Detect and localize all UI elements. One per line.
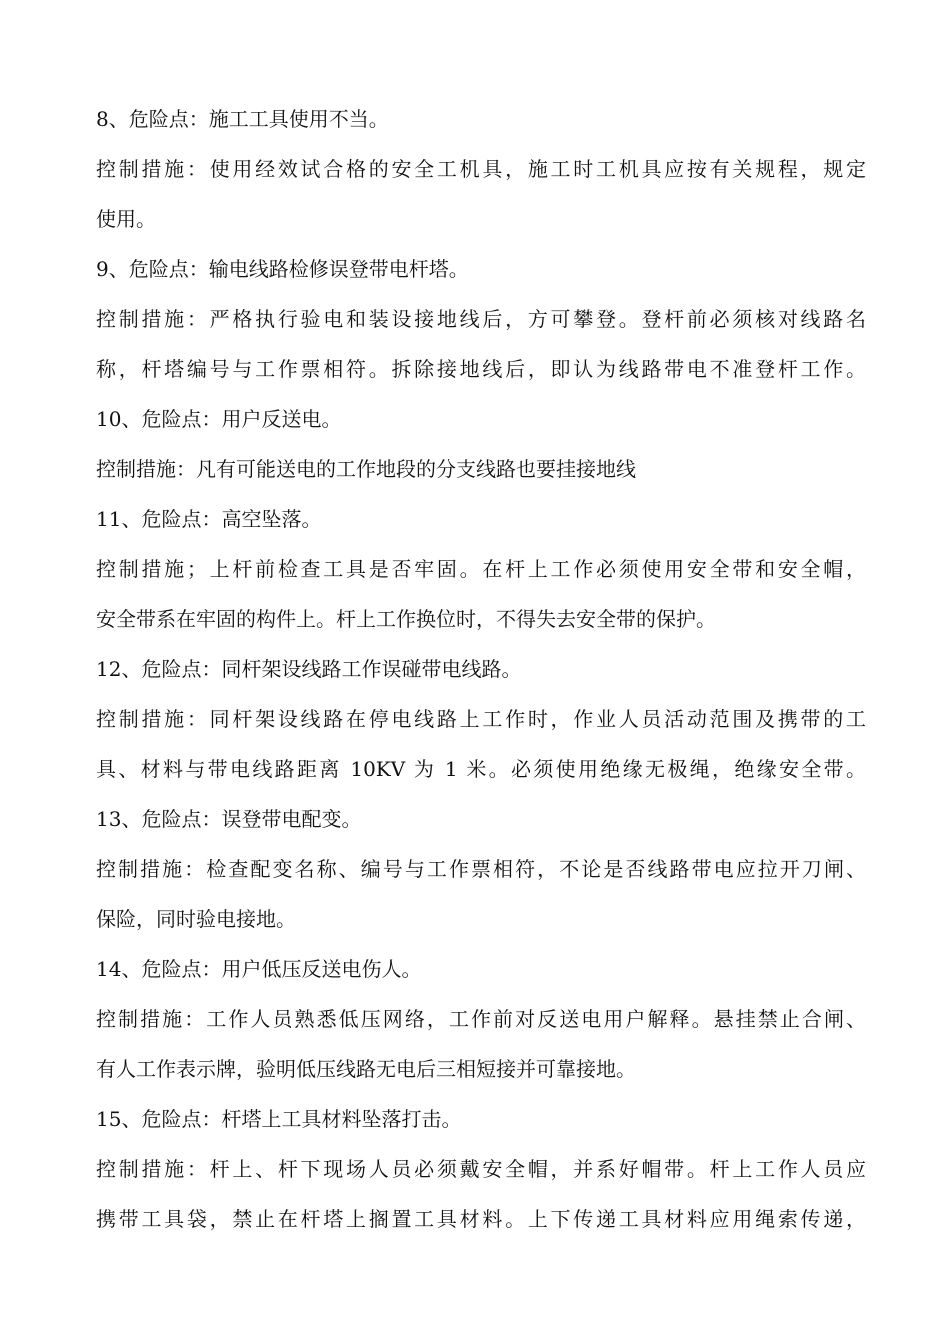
hazard-9-control-line-1: 控制措施：严格执行验电和装设接地线后，方可攀登。登杆前必须核对线路名 xyxy=(96,307,866,331)
hazard-9-heading: 9、危险点：输电线路检修误登带电杆塔。 xyxy=(96,257,469,281)
hazard-11-heading: 11、危险点：高空坠落。 xyxy=(96,507,322,531)
hazard-14-heading: 14、危险点：用户低压反送电伤人。 xyxy=(96,957,422,981)
hazard-12-control-line-1: 控制措施：同杆架设线路在停电线路上工作时，作业人员活动范围及携带的工 xyxy=(96,707,866,731)
hazard-11-control-line-1: 控制措施；上杆前检查工具是否牢固。在杆上工作必须使用安全带和安全帽， xyxy=(96,557,866,581)
hazard-14-control-line-2: 有人工作表示牌，验明低压线路无电后三相短接并可靠接地。 xyxy=(96,1057,636,1081)
hazard-12-control-line-2: 具、材料与带电线路距离 10KV 为 1 米。必须使用绝缘无极绳，绝缘安全带。 xyxy=(96,757,866,781)
document-body xyxy=(96,94,866,1244)
hazard-8-control-line-2: 使用。 xyxy=(96,207,156,231)
hazard-10-heading: 10、危险点：用户反送电。 xyxy=(96,407,342,431)
hazard-9-control-line-2: 称，杆塔编号与工作票相符。拆除接地线后，即认为线路带电不准登杆工作。 xyxy=(96,357,866,381)
hazard-13-control-line-1: 控制措施：检查配变名称、编号与工作票相符，不论是否线路带电应拉开刀闸、 xyxy=(96,857,866,881)
hazard-8-control-line-1: 控制措施：使用经效试合格的安全工机具，施工时工机具应按有关规程，规定 xyxy=(96,157,866,181)
hazard-15-heading: 15、危险点：杆塔上工具材料坠落打击。 xyxy=(96,1107,462,1131)
hazard-13-heading: 13、危险点：误登带电配变。 xyxy=(96,807,362,831)
hazard-8-heading: 8、危险点：施工工具使用不当。 xyxy=(96,107,389,131)
hazard-12-heading: 12、危险点：同杆架设线路工作误碰带电线路。 xyxy=(96,657,522,681)
hazard-10-control-line-1: 控制措施：凡有可能送电的工作地段的分支线路也要挂接地线 xyxy=(96,457,636,481)
hazard-11-control-line-2: 安全带系在牢固的构件上。杆上工作换位时，不得失去安全带的保护。 xyxy=(96,607,716,631)
hazard-13-control-line-2: 保险，同时验电接地。 xyxy=(96,907,296,931)
hazard-15-control-line-2: 携带工具袋，禁止在杆塔上搁置工具材料。上下传递工具材料应用绳索传递， xyxy=(96,1207,866,1231)
hazard-15-control-line-1: 控制措施：杆上、杆下现场人员必须戴安全帽，并系好帽带。杆上工作人员应 xyxy=(96,1157,866,1181)
hazard-14-control-line-1: 控制措施：工作人员熟悉低压网络，工作前对反送电用户解释。悬挂禁止合闸、 xyxy=(96,1007,866,1031)
